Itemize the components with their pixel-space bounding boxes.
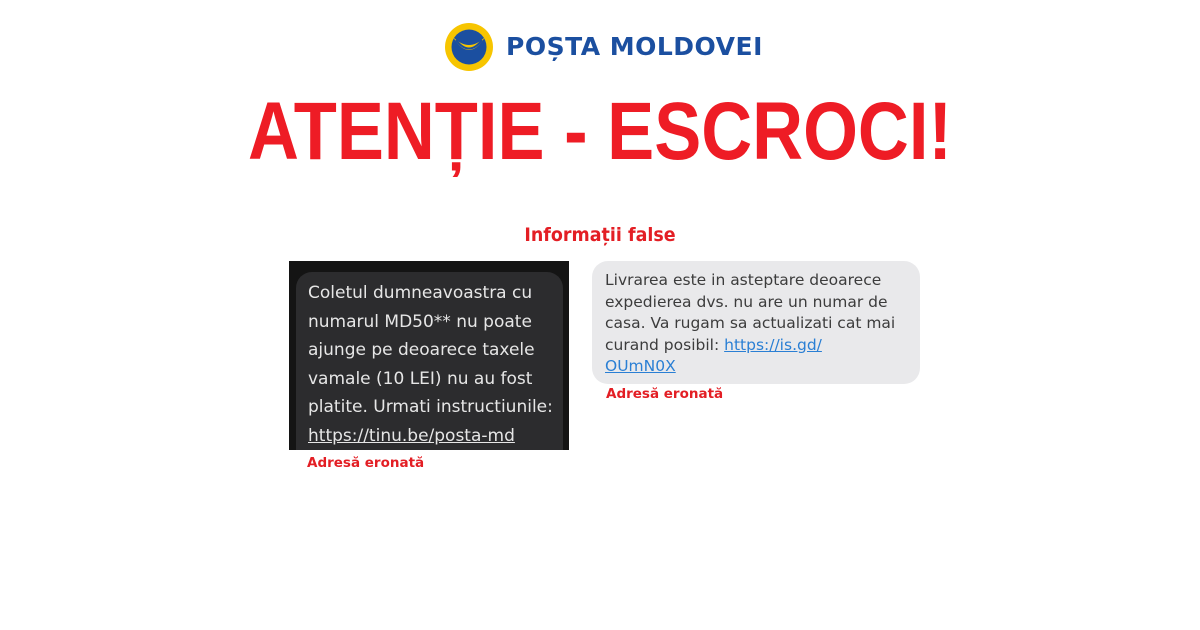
brand-logo [444,22,763,72]
message-body: Coletul dumneavoastra cu numarul MD50** nu poate ajunge pe deoarece taxele vamale (10 LEI) nu au fost platite. Urmati instructiunile: [308,283,553,417]
posta-moldovei-logo-icon [444,22,494,72]
wrong-address-caption: Adresă eronată [307,455,425,471]
warning-headline: ATENȚIE - ESCROCI! [248,86,952,177]
scam-link[interactable]: https://tinu.be/posta-md [308,425,515,446]
wrong-address-caption: Adresă eronată [606,386,724,402]
false-info-heading: Informații false [524,224,676,246]
scam-link[interactable]: https://is.gd/ [724,335,822,354]
sms-message-text [308,279,563,450]
brand-name: POȘTA MOLDOVEI [506,32,763,61]
scam-link-continued[interactable]: OUmN0X [605,357,676,375]
message-body: Livrarea este in asteptare deoarece expedierea dvs. nu are un numar de casa. Va rugam sa actualizati cat mai curand posibil: [605,271,896,354]
sms-message-text [605,270,915,378]
sms-screenshot-dark [289,261,569,450]
sms-screenshot-light [592,261,920,384]
